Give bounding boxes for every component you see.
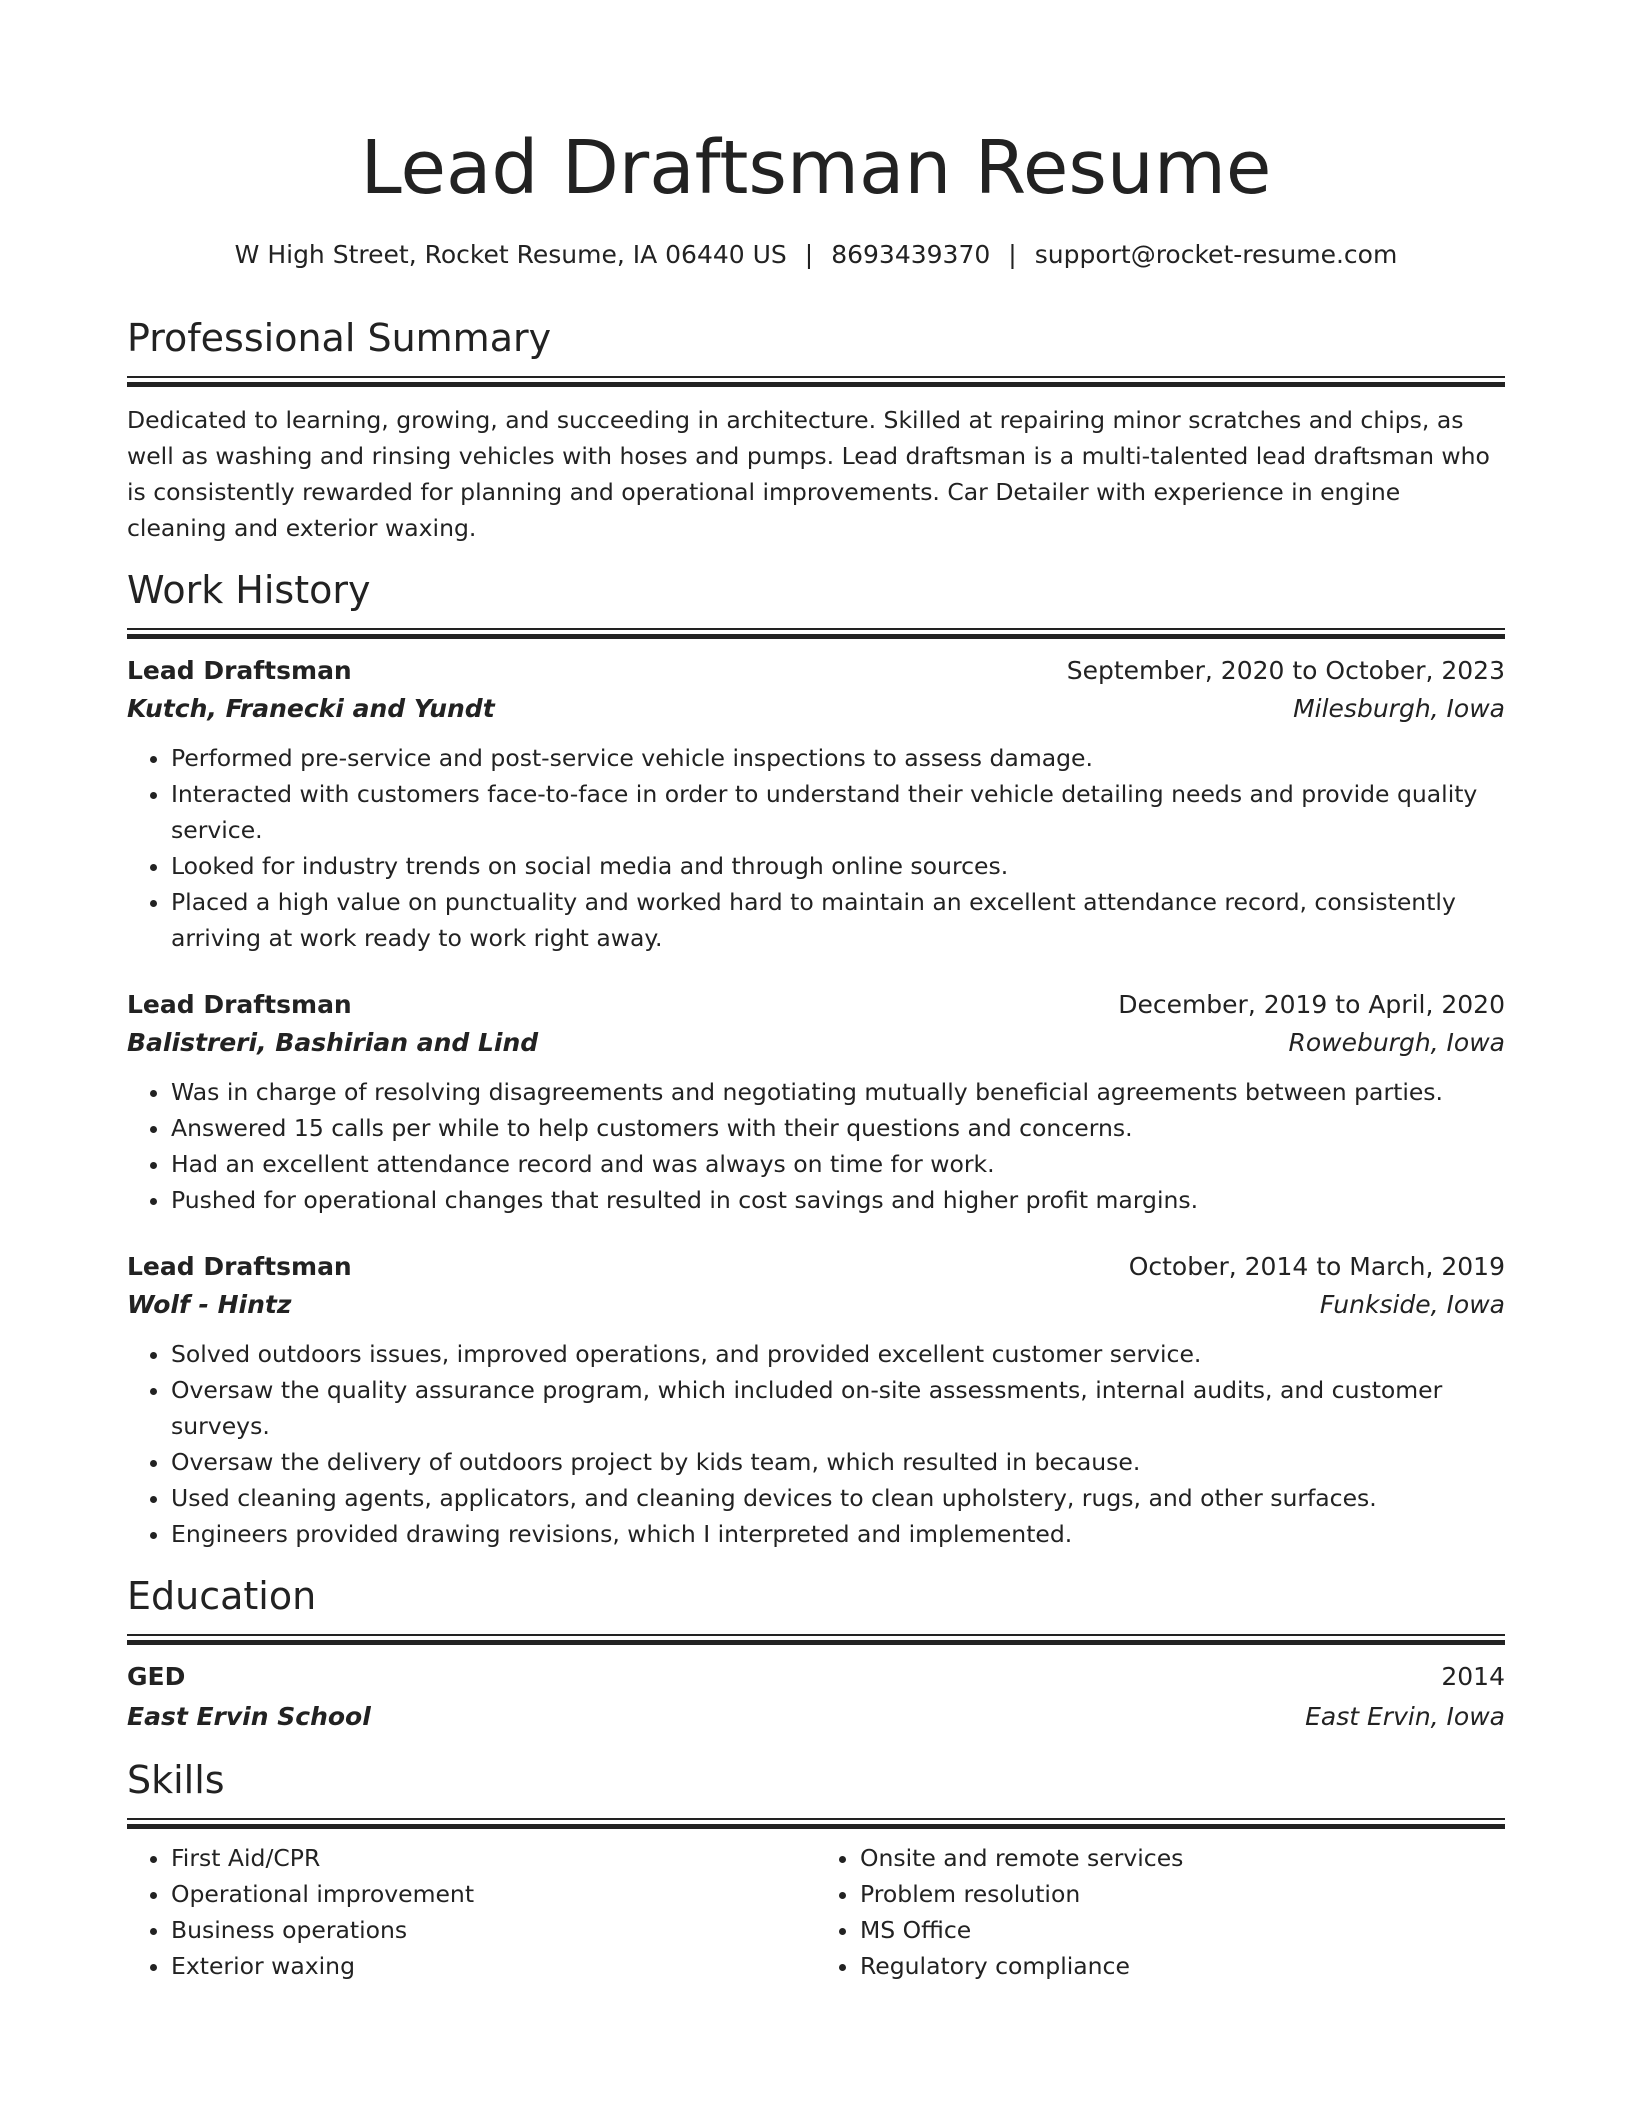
job-header-row [127,986,1505,1024]
list-item: • Used cleaning agents, applicators, and cleaning devices to clean upholstery, rugs, and other surfaces. [171,1480,1505,1516]
skill-item: • First Aid/CPR [171,1840,816,1876]
job-employer: Kutch, Franecki and Yundt [127,694,495,723]
contact-line [127,238,1505,272]
section-divider [127,1818,1505,1828]
job-title: Lead Draftsman [127,990,352,1019]
list-item: • Had an excellent attendance record and was always on time for work. [171,1146,1505,1182]
contact-separator: | [1008,240,1017,269]
skill-item: • MS Office [860,1912,1505,1948]
resume-title: Lead Draftsman Resume [360,125,1272,211]
list-item: • Oversaw the quality assurance program, which included on-site assessments, internal audits, and customer surveys. [171,1372,1505,1444]
contact-phone: 8693439370 [831,240,991,269]
education-year: 2014 [1441,1662,1505,1691]
section-title-summary: Professional Summary [127,316,552,360]
section-title-education: Education [127,1574,317,1618]
summary-section [127,314,1505,546]
list-item: • Was in charge of resolving disagreements and negotiating mutually beneficial agreements between parties. [171,1074,1505,1110]
education-section [127,1572,1505,1736]
job-entry [127,1248,1505,1552]
job-entry [127,652,1505,956]
job-employer-row [127,690,1505,728]
list-item: • Engineers provided drawing revisions, which I interpreted and implemented. [171,1516,1505,1552]
job-bullets [127,1336,1505,1552]
skill-item: • Problem resolution [860,1876,1505,1912]
education-school-row [127,1698,1505,1736]
job-employer-row [127,1024,1505,1062]
skill-item: • Operational improvement [171,1876,816,1912]
education-degree: GED [127,1662,186,1691]
job-dates: September, 2020 to October, 2023 [1066,656,1505,685]
skills-list-left [127,1840,816,1984]
skill-item: • Business operations [171,1912,816,1948]
contact-separator: | [804,240,814,269]
list-item: • Performed pre-service and post-service vehicle inspections to assess damage. [171,740,1505,776]
job-location: Funkside, Iowa [1319,1290,1505,1319]
list-item: • Looked for industry trends on social media and through online sources. [171,848,1505,884]
skill-item: • Exterior waxing [171,1948,816,1984]
contact-address: W High Street, Rocket Resume, IA 06440 US [234,240,787,269]
job-title: Lead Draftsman [127,656,352,685]
job-employer: Balistreri, Bashirian and Lind [127,1028,539,1057]
job-employer: Wolf - Hintz [127,1290,292,1319]
education-school: East Ervin School [127,1702,371,1731]
job-title: Lead Draftsman [127,1252,352,1281]
skills-section [127,1756,1505,1984]
job-header-row [127,1248,1505,1286]
list-item: • Solved outdoors issues, improved operations, and provided excellent customer service. [171,1336,1505,1372]
skill-item: • Onsite and remote services [860,1840,1505,1876]
section-title-skills: Skills [127,1758,225,1802]
job-bullets [127,740,1505,956]
education-location: East Ervin, Iowa [1305,1702,1505,1731]
job-dates: October, 2014 to March, 2019 [1128,1252,1505,1281]
skills-list-right [816,1840,1505,1984]
list-item: • Pushed for operational changes that resulted in cost savings and higher profit margins. [171,1182,1505,1218]
work-history-section [127,566,1505,1552]
job-employer-row [127,1286,1505,1324]
list-item: • Oversaw the delivery of outdoors project by kids team, which resulted in because. [171,1444,1505,1480]
job-dates: December, 2019 to April, 2020 [1118,990,1505,1019]
job-location: Milesburgh, Iowa [1293,694,1505,723]
summary-text: Dedicated to learning, growing, and succeeding in architecture. Skilled at repairing minor scratches and chips, as well as washing and rinsing vehicles with hoses and pumps. Lead draftsman is a multi-talented lead draftsman who is consistently rewarded for planning and operational improvements. Car Detailer with experience in engine cleaning and exterior waxing. [127,406,1490,542]
contact-email: support@rocket-resume.com [1034,240,1398,269]
job-entry [127,986,1505,1218]
skills-columns [127,1840,1505,1984]
job-bullets [127,1074,1505,1218]
section-divider [127,376,1505,386]
list-item: • Answered 15 calls per while to help customers with their questions and concerns. [171,1110,1505,1146]
skill-item: • Regulatory compliance [860,1948,1505,1984]
list-item: • Placed a high value on punctuality and worked hard to maintain an excellent attendance record, consistently arriving at work ready to work right away. [171,884,1505,956]
education-entry [127,1658,1505,1736]
section-divider [127,628,1505,638]
education-header-row [127,1658,1505,1696]
job-location: Roweburgh, Iowa [1288,1028,1505,1057]
section-title-work-history: Work History [127,568,371,612]
section-divider [127,1634,1505,1644]
job-header-row [127,652,1505,690]
list-item: • Interacted with customers face-to-face in order to understand their vehicle detailing needs and provide quality service. [171,776,1505,848]
